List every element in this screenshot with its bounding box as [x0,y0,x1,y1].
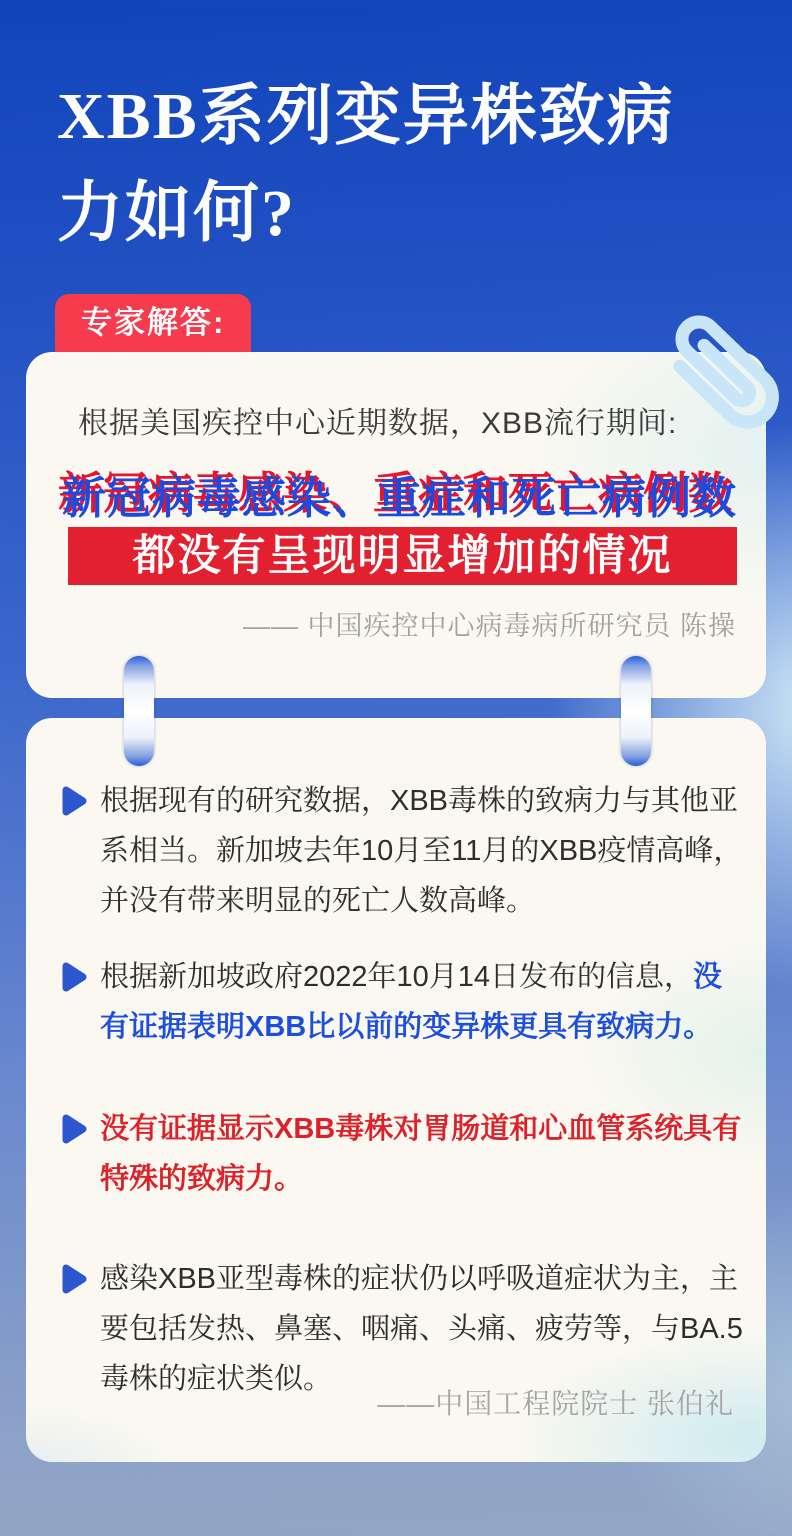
points-card [26,718,766,1462]
page-title [57,68,757,262]
points-list [61,776,751,1404]
points-attribution: ——中国工程院院士 张伯礼 [377,1388,734,1419]
quote-banner-text: 都没有呈现明显增加的情况 [68,527,737,585]
paperclip-icon [648,298,792,468]
page-title-line-2: 力如何? [57,177,296,250]
quote-headline-text: 新冠病毒感染、重症和死亡病例数 [62,474,737,523]
page-title-line-1: XBB系列变异株致病 [57,80,675,153]
list-item-text [100,952,750,1052]
list-item-segment: 根据新加坡政府2022年10月14日发布的信息， [100,961,694,993]
list-item [61,1104,751,1204]
list-item-segment: 没有证据表明XBB比以前的变异株更具有致病力。 [100,961,723,1043]
triangle-bullet-icon [61,961,88,993]
list-item-text [100,776,750,926]
triangle-bullet-icon [61,1113,88,1145]
list-item-segment: 没有证据显示XBB毒株对胃肠道和心血管系统具有特殊的致病力。 [100,1113,742,1195]
list-item-segment: 感染XBB亚型毒株的症状仍以呼吸道症状为主，主要包括发热、鼻塞、咽痛、头痛、疲劳等，与BA.5毒株的症状类似。 [100,1263,743,1395]
list-item-segment: 根据现有的研究数据，XBB毒株的致病力与其他亚系相当。新加坡去年10月至11月的XBB疫情高峰，并没有带来明显的死亡人数高峰。 [100,785,743,917]
triangle-bullet-icon [61,785,88,817]
expert-answer-badge: 专家解答: [55,294,251,364]
quote-attribution: —— 中国疾控中心病毒病所研究员 陈操 [242,611,736,641]
binder-ring-right-icon [621,656,651,766]
quote-intro-text: 根据美国疾控中心近期数据，XBB流行期间: [78,407,678,440]
triangle-bullet-icon [61,1263,88,1295]
list-item [61,952,751,1052]
list-item-text [100,1104,750,1204]
binder-ring-left-icon [124,656,154,766]
list-item [61,776,751,926]
